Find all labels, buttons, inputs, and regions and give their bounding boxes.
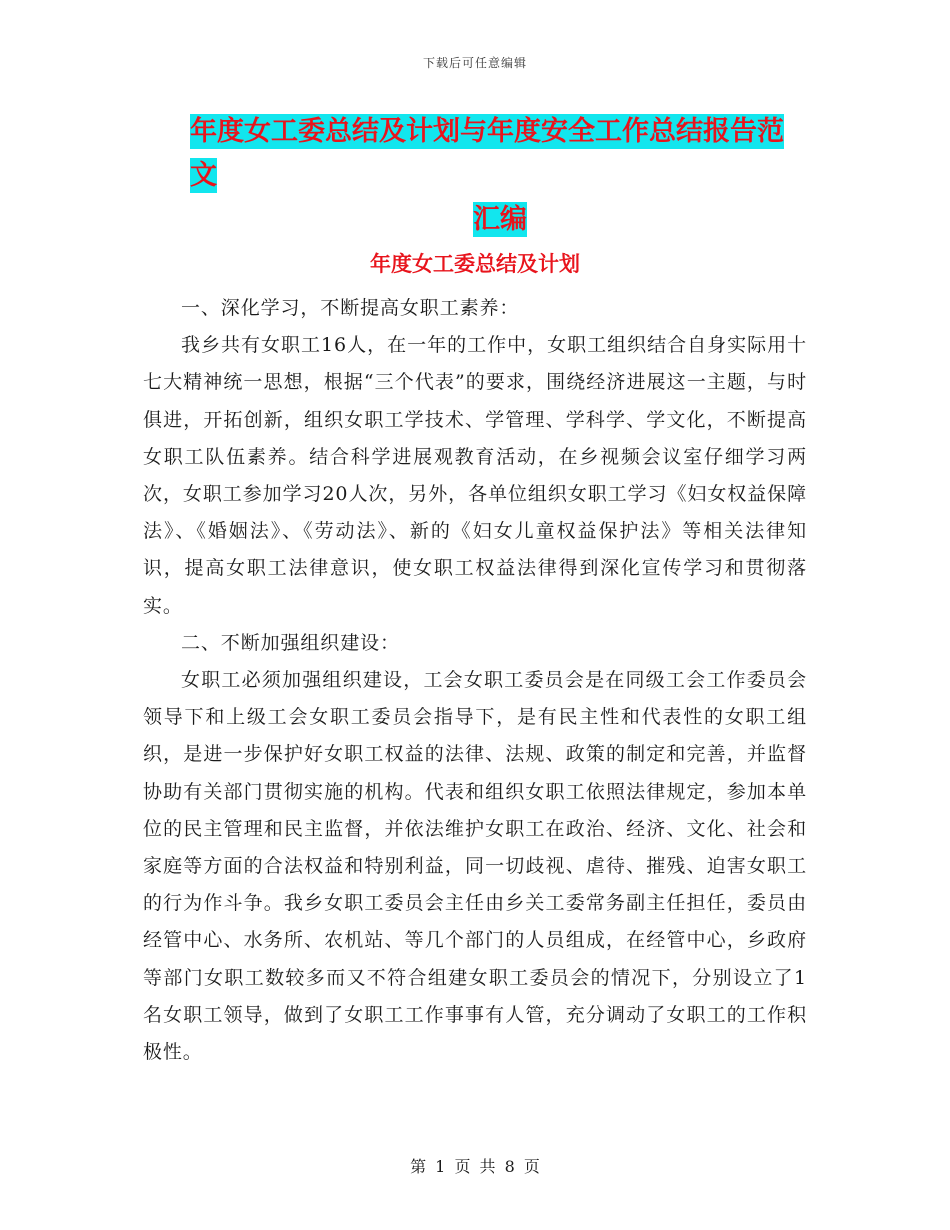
document-title-line-1 bbox=[190, 110, 810, 198]
paragraph-heading-1: 一、深化学习，不断提高女职工素养： bbox=[181, 297, 520, 319]
header-note: 下载后可任意编辑 bbox=[422, 56, 527, 70]
paragraph: 我乡共有女职工16人，在一年的工作中，女职工组织结合自身实际用十七大精神统一思想，根据“三个代表”的要求，围绕经济进展这一主题，与时俱进，开拓创新，组织女职工学技术、学管理、学科学、学文化，不断提高女职工队伍素养。结合科学进展观教育活动，在乡视频会议室仔细学习两次，女职工参加学习20人次，另外，各单位组织女职工学习《妇女权益保障法》、《婚姻法》、《劳动法》、新的《妇女儿童权益保护法》等相关法律知识，提高女职工法律意识，使女职工权益法律得到深化宣传学习和贯彻落实。 bbox=[143, 334, 807, 617]
document-title-line-2 bbox=[190, 198, 810, 242]
body-text bbox=[143, 290, 807, 1071]
document-title bbox=[190, 110, 810, 242]
section-title: 年度女工委总结及计划 bbox=[370, 252, 580, 276]
paragraph-heading-2: 二、不断加强组织建设： bbox=[181, 631, 400, 654]
document-title-line-1-text: 年度女工委总结及计划与年度安全工作总结报告范文 bbox=[190, 116, 784, 191]
paragraph: 女职工必须加强组织建设，工会女职工委员会是在同级工会工作委员会领导下和上级工会女职工委员会指导下，是有民主性和代表性的女职工组织，是进一步保护好女职工权益的法律、法规、政策的制定和完善，并监督协助有关部门贯彻实施的机构。代表和组织女职工依照法律规定，参加本单位的民主管理和民主监督，并依法维护女职工在政治、经济、文化、社会和家庭等方面的合法权益和特别利益，同一切歧视、虐待、摧残、迫害女职工的行为作斗争。我乡女职工委员会主任由乡关工委常务副主任担任，委员由经管中心、水务所、农机站、等几个部门的人员组成，在经管中心，乡政府等部门女职工数较多而又不符合组建女职工委员会的情况下，分别设立了1名女职工领导，做到了女职工工作事事有人管，充分调动了女职工的工作积极性。 bbox=[143, 669, 807, 1064]
page-footer: 第 1 页 共 8 页 bbox=[410, 1157, 540, 1176]
document-title-line-2-text: 汇编 bbox=[473, 204, 527, 235]
